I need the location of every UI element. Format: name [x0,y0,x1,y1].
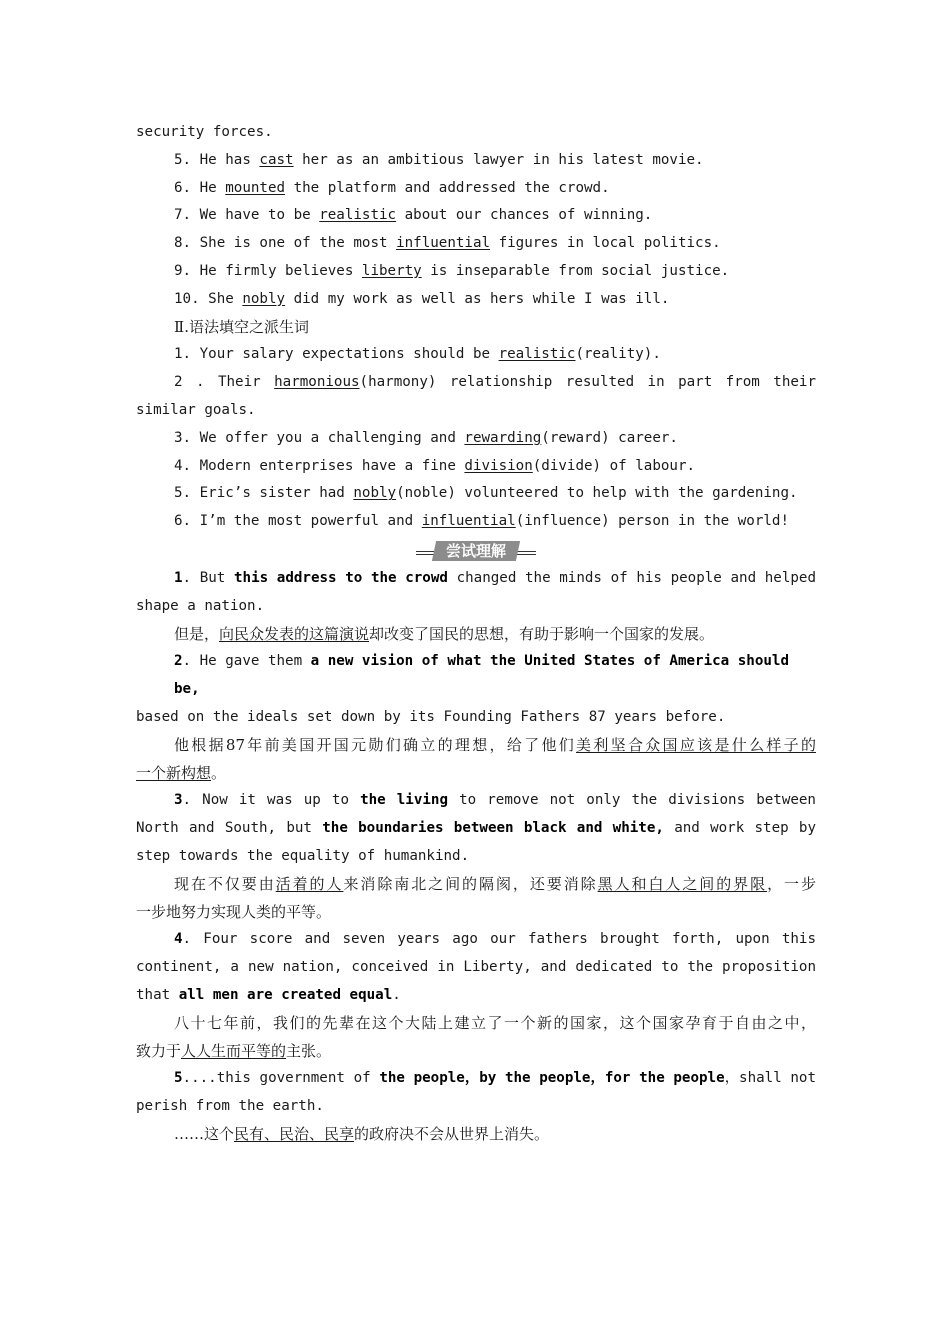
underlined-answer: 人人生而平等的 [181,1041,287,1060]
text-line [136,704,816,732]
text-line [136,286,816,314]
text-segment: 却改变了国民的思想，有助于影响一个国家的发展。 [369,624,715,643]
text-segment: North and South, but [136,820,323,837]
text-line [136,175,816,203]
text-segment: . Now it was up to [182,792,361,809]
bold-phrase: 3 [174,792,183,809]
bold-phrase: 1 [174,569,183,586]
text-segment: based on the ideals set down by its Founding Fathers 87 years before. [136,708,726,725]
text-segment: 致力于 [136,1041,182,1060]
text-segment: 。 [211,763,227,782]
text-segment: ……这个 [174,1124,235,1143]
text-segment: (noble) volunteered to help with the gardening. [396,485,798,502]
underlined-answer: 美利坚合众国应该是什么样子的 [576,735,816,754]
text-segment: the platform and addressed the crowd. [285,179,610,196]
text-segment: 八十七年前，我们的先辈在这个大陆上建立了一个新的国家，这个国家孕育于自由之中， [174,1013,816,1032]
text-line [136,258,816,286]
text-segment: (reward) career. [541,429,678,446]
text-segment: ....this government of [182,1070,380,1087]
bold-phrase: all men are created equal [178,986,393,1003]
text-segment: . But [182,569,234,586]
text-segment: figures in local politics. [490,235,721,252]
text-line [136,369,816,397]
text-segment: (harmony) relationship resulted in part from their [359,374,816,391]
underlined-answer: harmonious [274,374,360,391]
text-line [136,899,816,927]
underlined-answer: rewarding [464,429,542,446]
text-segment: 他根据87年前美国开国元勋们确立的理想，给了他们 [174,735,577,754]
text-line [136,341,816,369]
text-segment: 现在不仅要由 [174,874,276,893]
text-segment: 6. I’m the most powerful and [174,513,422,530]
text-segment: . Four score and seven years ago our fathers brought forth, upon this [182,931,816,948]
text-line [136,926,816,954]
underlined-answer: 向民众发表的这篇演说 [219,624,370,643]
text-segment: . [392,986,401,1003]
text-segment: similar goals. [136,401,256,418]
text-line [136,230,816,258]
text-line [136,565,816,593]
text-segment: ，一步 [767,874,816,893]
text-line [136,621,816,649]
text-segment: 6. He [174,179,226,196]
text-segment: her as an ambitious lawyer in his latest movie. [293,151,704,168]
text-segment: (influence) person in the world! [515,513,790,530]
text-segment: 一步地努力实现人类的平等。 [136,902,332,921]
underlined-answer: 活着的人 [275,874,344,893]
underlined-answer: realistic [319,207,397,224]
text-line [136,871,816,899]
section-title: 尝试理解 [445,541,506,560]
underlined-answer: liberty [361,262,422,279]
text-line [136,732,816,760]
bold-phrase: this address to the crowd [234,569,448,586]
bold-phrase: the people，by the people，for the people [379,1070,725,1087]
text-segment: to remove not only the divisions between [448,792,816,809]
bold-phrase: a new vision of what the United States of America should be, [174,653,798,698]
text-segment: shape a nation. [136,597,265,614]
text-segment: (reality). [575,346,661,363]
underlined-answer: 黑人和白人之间的界限 [597,874,768,893]
underlined-answer: 民有、民治、民享 [234,1124,355,1143]
underlined-answer: nobly [353,485,397,502]
text-segment: 1. Your salary expectations should be [174,346,499,363]
text-segment: changed the minds of his people and helped [447,569,817,586]
text-line [136,202,816,230]
text-segment: 2 . Their [174,374,275,391]
text-line [136,453,816,481]
text-segment: 3. We offer you a challenging and [174,429,465,446]
underlined-answer: mounted [225,179,286,196]
text-line [136,648,816,704]
bold-phrase: 5 [174,1070,183,1087]
text-segment: 主张。 [286,1041,332,1060]
text-segment: 4. Modern enterprises have a fine [174,457,465,474]
underlined-answer: cast [259,151,294,168]
text-segment: security forces. [136,124,273,140]
text-line [136,480,816,508]
text-segment: 的政府决不会从世界上消失。 [354,1124,550,1143]
bold-phrase: the living [360,792,449,809]
text-segment: 来消除南北之间的隔阂，还要消除 [343,874,598,893]
document-page [136,119,816,1149]
text-line [136,314,816,342]
bold-phrase: 2 [174,653,183,670]
bold-phrase: 4 [174,931,183,948]
text-line [136,843,816,871]
text-segment: continent, a new nation, conceived in Liberty, and dedicated to the proposition [136,959,816,976]
text-segment: did my work as well as hers while I was ill. [285,290,670,307]
text-segment: about our chances of winning. [396,207,653,224]
text-segment: perish from the earth. [136,1098,324,1115]
underlined-answer: influential [396,235,491,252]
text-line [136,119,816,147]
text-segment: 但是， [174,624,220,643]
text-segment: that [136,986,179,1003]
text-segment: (divide) of labour. [532,457,696,474]
underlined-answer: nobly [242,290,286,307]
text-line [136,1038,816,1066]
text-line [136,425,816,453]
text-segment: 8. She is one of the most [174,235,397,252]
text-segment: . He gave them [182,653,311,670]
underlined-answer: 一个新构想 [136,763,212,782]
text-line [136,508,816,536]
text-line [136,1010,816,1038]
text-segment: 9. He firmly believes [174,262,362,279]
text-line [136,147,816,175]
text-segment: and work step by [663,820,817,837]
text-line [136,982,816,1010]
text-line [136,787,816,815]
text-line [136,815,816,843]
underlined-answer: division [464,457,533,474]
section-banner [136,537,816,567]
text-segment: Ⅱ.语法填空之派生词 [174,317,309,336]
text-segment: 10. She [174,290,243,307]
underlined-answer: realistic [498,346,576,363]
text-line [136,1121,816,1149]
text-line [136,954,816,982]
text-segment: 5. He has [174,151,260,168]
text-segment: 5. Eric’s sister had [174,485,354,502]
text-line [136,1065,816,1093]
underlined-answer: influential [421,513,516,530]
text-segment: ，shall not [724,1070,817,1087]
text-line [136,760,816,788]
text-line [136,397,816,425]
text-line [136,1093,816,1121]
text-segment: 7. We have to be [174,207,320,224]
bold-phrase: the boundaries between black and white, [322,820,664,837]
text-segment: is inseparable from social justice. [421,262,730,279]
text-line [136,593,816,621]
text-segment: step towards the equality of humankind. [136,847,470,864]
